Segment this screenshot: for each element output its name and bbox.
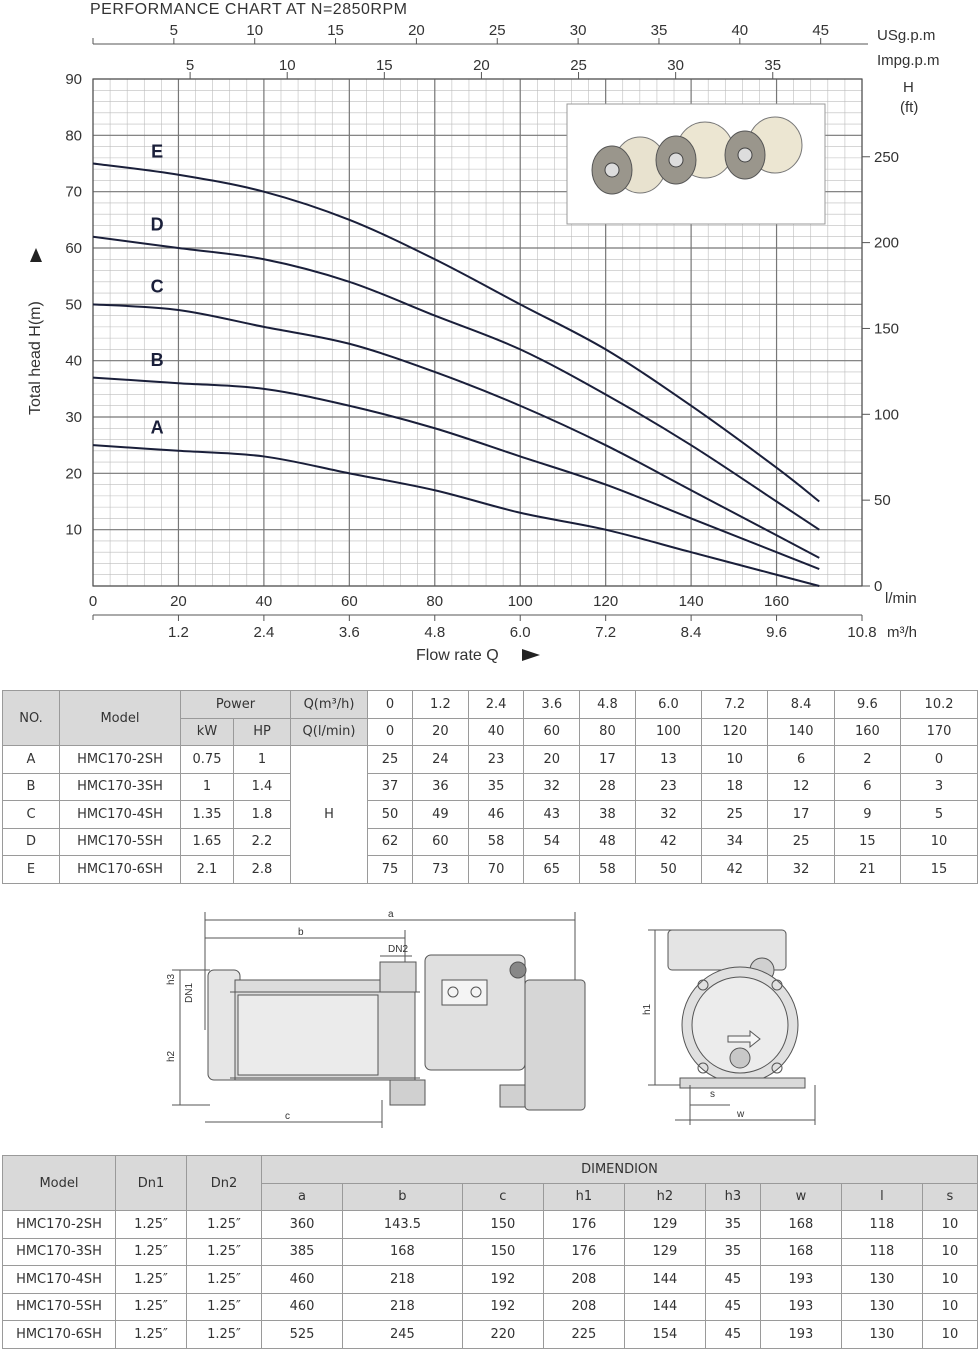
dim-label-dn1: DN1: [184, 982, 195, 1003]
x-tick-label-m3h: 3.6: [338, 624, 360, 641]
th-dim-col: l: [841, 1183, 922, 1211]
x-tick-label-impgpm: 15: [375, 57, 393, 74]
dim-value-cell: 168: [343, 1238, 463, 1266]
x-unit-lmin: l/min: [885, 590, 917, 607]
th-dn1: Dn1: [116, 1156, 187, 1211]
dimension-table: [2, 1155, 978, 1349]
head-value-cell: 32: [768, 856, 834, 884]
dim-value-cell: 218: [343, 1293, 463, 1321]
dim-value-cell: 176: [543, 1211, 624, 1239]
x-tick-label-lmin: 140: [678, 593, 704, 610]
y2-unit-ft: (ft): [900, 99, 919, 116]
th-dim-col: c: [462, 1183, 543, 1211]
dim-value-cell: 225: [543, 1321, 624, 1349]
x-unit-usgpm: USg.p.m: [877, 27, 936, 44]
h-label: H: [291, 746, 368, 884]
dim-value-cell: 143.5: [343, 1211, 463, 1239]
dim-row-dn2: 1.25″: [187, 1238, 262, 1266]
table-row: [3, 1211, 978, 1239]
q-m3h-cell: 8.4: [768, 691, 834, 719]
dim-label-h2: h2: [166, 1050, 177, 1062]
curves: [93, 164, 819, 587]
dimension-drawing: [150, 900, 830, 1140]
dim-label-c: c: [285, 1111, 290, 1122]
dim-value-cell: 218: [343, 1266, 463, 1294]
th-model: Model: [60, 691, 181, 746]
dim-row-model: HMC170-6SH: [3, 1321, 116, 1349]
head-value-cell: 5: [901, 801, 978, 829]
dim-row-dn1: 1.25″: [116, 1321, 187, 1349]
dim-row-model: HMC170-3SH: [3, 1238, 116, 1266]
y-axis-label: Total head H(m): [27, 301, 44, 415]
dim-value-cell: 10: [922, 1321, 977, 1349]
x-tick-label-m3h: 7.2: [595, 624, 617, 641]
dim-value-cell: 129: [624, 1211, 705, 1239]
y2-tick-label: 200: [874, 234, 900, 252]
y2-unit-h: H: [903, 79, 914, 96]
q-m3h-cell: 0: [368, 691, 413, 719]
table-row: [3, 1238, 978, 1266]
row-hp: 1.4: [234, 773, 291, 801]
x-unit-impgpm: Impg.p.m: [877, 52, 940, 69]
dim-value-cell: 144: [624, 1293, 705, 1321]
x-tick-label-m3h: 4.8: [424, 624, 446, 641]
curve-a: [93, 445, 819, 586]
x-axis-label: Flow rate Q: [416, 647, 499, 664]
head-value-cell: 13: [635, 746, 701, 774]
table-row: [3, 856, 978, 884]
x-tick-label-lmin: 80: [426, 593, 444, 610]
x-tick-label-m3h: 1.2: [168, 624, 189, 641]
curve-label-a: A: [150, 417, 164, 438]
q-m3h-cell: 7.2: [702, 691, 768, 719]
th-dim-col: s: [922, 1183, 977, 1211]
dim-label-h1: h1: [642, 1003, 653, 1015]
dim-row-model: HMC170-2SH: [3, 1211, 116, 1239]
side-view: [172, 912, 585, 1128]
y-tick-label: 30: [65, 409, 82, 426]
q-lmin-cell: 140: [768, 718, 834, 746]
dim-label-dn2: DN2: [388, 944, 409, 955]
dim-value-cell: 118: [841, 1211, 922, 1239]
dim-value-cell: 208: [543, 1293, 624, 1321]
row-no: E: [3, 856, 60, 884]
row-kw: 0.75: [181, 746, 234, 774]
head-value-cell: 24: [413, 746, 469, 774]
x-tick-label-usgpm: 25: [488, 22, 506, 39]
dim-value-cell: 144: [624, 1266, 705, 1294]
head-value-cell: 36: [413, 773, 469, 801]
dim-value-cell: 168: [760, 1211, 841, 1239]
head-value-cell: 32: [635, 801, 701, 829]
dim-value-cell: 150: [462, 1211, 543, 1239]
th-q-m3h: Q(m³/h): [291, 691, 368, 719]
th-dim-col: b: [343, 1183, 463, 1211]
curve-label-d: D: [150, 214, 164, 235]
head-value-cell: 17: [580, 746, 636, 774]
th-no: NO.: [3, 691, 60, 746]
dim-row-dn2: 1.25″: [187, 1211, 262, 1239]
y2-tick-label: 100: [874, 406, 900, 424]
y-tick-label: 20: [65, 465, 82, 483]
y2-tick-label: 0: [874, 578, 883, 595]
dim-row-dn1: 1.25″: [116, 1266, 187, 1294]
dim-row-dn2: 1.25″: [187, 1321, 262, 1349]
dim-value-cell: 45: [705, 1266, 760, 1294]
dim-row-model: HMC170-4SH: [3, 1266, 116, 1294]
y-tick-label: 70: [65, 183, 82, 201]
table-row: [3, 801, 978, 829]
y2-tick-label: 250: [874, 148, 900, 166]
row-model: HMC170-3SH: [60, 773, 181, 801]
x-tick-label-lmin: 160: [764, 593, 790, 610]
y-tick-label: 40: [65, 352, 82, 370]
head-value-cell: 35: [468, 773, 524, 801]
q-lmin-cell: 120: [702, 718, 768, 746]
performance-table: [2, 690, 978, 884]
dim-label-h3: h3: [166, 973, 177, 985]
head-value-cell: 42: [635, 828, 701, 856]
head-value-cell: 50: [635, 856, 701, 884]
th-q-lmin: Q(l/min): [291, 718, 368, 746]
q-lmin-cell: 20: [413, 718, 469, 746]
q-lmin-cell: 100: [635, 718, 701, 746]
row-kw: 1.65: [181, 828, 234, 856]
dim-value-cell: 129: [624, 1238, 705, 1266]
curve-label-b: B: [150, 349, 164, 370]
y-tick-label: 80: [65, 127, 82, 145]
dim-row-dn1: 1.25″: [116, 1211, 187, 1239]
x-tick-label-lmin: 20: [170, 593, 187, 610]
q-m3h-cell: 6.0: [635, 691, 701, 719]
x-tick-label-m3h: 2.4: [253, 624, 275, 641]
dim-value-cell: 45: [705, 1321, 760, 1349]
dim-value-cell: 10: [922, 1238, 977, 1266]
dim-value-cell: 150: [462, 1238, 543, 1266]
head-value-cell: 60: [413, 828, 469, 856]
row-no: D: [3, 828, 60, 856]
head-value-cell: 6: [768, 746, 834, 774]
x-tick-label-usgpm: 30: [569, 22, 587, 39]
table-row: [3, 746, 978, 774]
dim-value-cell: 193: [760, 1266, 841, 1294]
performance-chart-svg: [0, 0, 980, 670]
dim-label-s: s: [710, 1089, 715, 1100]
q-m3h-cell: 3.6: [524, 691, 580, 719]
dim-value-cell: 10: [922, 1266, 977, 1294]
row-hp: 2.8: [234, 856, 291, 884]
x-tick-label-m3h: 6.0: [509, 624, 531, 641]
head-value-cell: 73: [413, 856, 469, 884]
head-value-cell: 46: [468, 801, 524, 829]
table-row: [3, 773, 978, 801]
row-hp: 2.2: [234, 828, 291, 856]
th-dim-col: h2: [624, 1183, 705, 1211]
row-no: A: [3, 746, 60, 774]
th-hp: HP: [234, 718, 291, 746]
x-tick-label-impgpm: 5: [185, 57, 195, 74]
head-value-cell: 58: [468, 828, 524, 856]
front-view: [648, 930, 815, 1125]
row-no: C: [3, 801, 60, 829]
head-value-cell: 37: [368, 773, 413, 801]
head-value-cell: 6: [834, 773, 900, 801]
dim-value-cell: 245: [343, 1321, 463, 1349]
x-tick-label-impgpm: 30: [667, 57, 684, 74]
head-value-cell: 43: [524, 801, 580, 829]
head-value-cell: 42: [702, 856, 768, 884]
row-hp: 1: [234, 746, 291, 774]
x-tick-label-usgpm: 5: [169, 22, 179, 39]
y-tick-label: 50: [65, 296, 82, 314]
th-dim-col: a: [262, 1183, 343, 1211]
head-value-cell: 32: [524, 773, 580, 801]
y2-tick-label: 50: [874, 492, 891, 510]
q-m3h-cell: 2.4: [468, 691, 524, 719]
head-value-cell: 10: [702, 746, 768, 774]
y-tick-label: 90: [65, 71, 82, 88]
y-tick-label: 10: [65, 521, 82, 539]
q-lmin-cell: 80: [580, 718, 636, 746]
x-tick-label-impgpm: 35: [764, 57, 782, 74]
dim-value-cell: 118: [841, 1238, 922, 1266]
x-tick-label-usgpm: 10: [246, 22, 264, 39]
x-tick-label-usgpm: 20: [408, 22, 425, 39]
dim-value-cell: 176: [543, 1238, 624, 1266]
head-value-cell: 0: [901, 746, 978, 774]
x-tick-label-lmin: 60: [340, 593, 358, 610]
q-lmin-cell: 160: [834, 718, 900, 746]
head-value-cell: 25: [768, 828, 834, 856]
dim-row-model: HMC170-5SH: [3, 1293, 116, 1321]
head-value-cell: 70: [468, 856, 524, 884]
dim-value-cell: 154: [624, 1321, 705, 1349]
table-row: [3, 1321, 978, 1349]
q-m3h-cell: 4.8: [580, 691, 636, 719]
q-m3h-cell: 1.2: [413, 691, 469, 719]
dim-value-cell: 193: [760, 1293, 841, 1321]
dim-value-cell: 35: [705, 1238, 760, 1266]
head-value-cell: 62: [368, 828, 413, 856]
head-value-cell: 10: [901, 828, 978, 856]
x-tick-label-lmin: 100: [507, 593, 533, 610]
x-tick-label-m3h: 8.4: [680, 624, 702, 641]
head-value-cell: 21: [834, 856, 900, 884]
q-m3h-cell: 9.6: [834, 691, 900, 719]
dim-value-cell: 220: [462, 1321, 543, 1349]
curve-c: [93, 304, 819, 557]
head-value-cell: 20: [524, 746, 580, 774]
dim-value-cell: 130: [841, 1321, 922, 1349]
dim-value-cell: 10: [922, 1293, 977, 1321]
performance-chart: [0, 0, 980, 670]
dim-row-dn1: 1.25″: [116, 1293, 187, 1321]
th-dim-col: h1: [543, 1183, 624, 1211]
table-row: [3, 828, 978, 856]
head-value-cell: 49: [413, 801, 469, 829]
row-model: HMC170-6SH: [60, 856, 181, 884]
th-power: Power: [181, 691, 291, 719]
head-value-cell: 9: [834, 801, 900, 829]
curve-label-e: E: [151, 141, 164, 162]
dim-row-dn2: 1.25″: [187, 1293, 262, 1321]
head-value-cell: 50: [368, 801, 413, 829]
th-kw: kW: [181, 718, 234, 746]
x-tick-label-usgpm: 45: [812, 22, 830, 39]
x-tick-label-impgpm: 25: [570, 57, 587, 74]
head-value-cell: 25: [368, 746, 413, 774]
dim-value-cell: 208: [543, 1266, 624, 1294]
q-lmin-cell: 40: [468, 718, 524, 746]
table-row: [3, 1266, 978, 1294]
head-value-cell: 48: [580, 828, 636, 856]
x-tick-label-usgpm: 15: [327, 22, 344, 39]
row-model: HMC170-5SH: [60, 828, 181, 856]
dim-value-cell: 130: [841, 1266, 922, 1294]
row-hp: 1.8: [234, 801, 291, 829]
head-value-cell: 28: [580, 773, 636, 801]
head-value-cell: 38: [580, 801, 636, 829]
head-value-cell: 15: [901, 856, 978, 884]
dim-value-cell: 130: [841, 1293, 922, 1321]
head-value-cell: 23: [635, 773, 701, 801]
row-no: B: [3, 773, 60, 801]
dim-row-dn2: 1.25″: [187, 1266, 262, 1294]
y-tick-label: 60: [65, 240, 82, 257]
th-dim-col: w: [760, 1183, 841, 1211]
dim-row-dn1: 1.25″: [116, 1238, 187, 1266]
x-unit-m3h: m³/h: [887, 624, 917, 641]
head-value-cell: 65: [524, 856, 580, 884]
chart-title: PERFORMANCE CHART AT N=2850RPM: [90, 1, 408, 18]
table-row: [3, 1293, 978, 1321]
dim-value-cell: 193: [760, 1321, 841, 1349]
dim-value-cell: 460: [262, 1266, 343, 1294]
dim-value-cell: 525: [262, 1321, 343, 1349]
row-model: HMC170-2SH: [60, 746, 181, 774]
y2-tick-label: 150: [874, 320, 900, 338]
th-dim-model: Model: [3, 1156, 116, 1211]
dim-value-cell: 10: [922, 1211, 977, 1239]
y-axis-arrow-icon: [30, 248, 42, 262]
x-tick-label-usgpm: 40: [731, 22, 749, 39]
head-value-cell: 17: [768, 801, 834, 829]
curve-label-c: C: [150, 276, 164, 297]
head-value-cell: 58: [580, 856, 636, 884]
head-value-cell: 25: [702, 801, 768, 829]
head-value-cell: 15: [834, 828, 900, 856]
row-kw: 1: [181, 773, 234, 801]
q-m3h-cell: 10.2: [901, 691, 978, 719]
head-value-cell: 2: [834, 746, 900, 774]
head-value-cell: 3: [901, 773, 978, 801]
x-axis-arrow-icon: [522, 649, 540, 661]
x-tick-label-lmin: 0: [88, 593, 98, 610]
dim-label-b: b: [298, 927, 304, 938]
q-lmin-cell: 170: [901, 718, 978, 746]
x-tick-label-m3h: 9.6: [766, 624, 787, 641]
dim-value-cell: 460: [262, 1293, 343, 1321]
impeller-photo: [567, 104, 825, 224]
q-lmin-cell: 60: [524, 718, 580, 746]
dim-value-cell: 35: [705, 1211, 760, 1239]
x-tick-label-impgpm: 20: [473, 57, 490, 74]
x-tick-label-lmin: 120: [593, 593, 619, 610]
row-kw: 2.1: [181, 856, 234, 884]
head-value-cell: 75: [368, 856, 413, 884]
x-tick-label-impgpm: 10: [278, 57, 296, 74]
dim-value-cell: 45: [705, 1293, 760, 1321]
th-dim-col: h3: [705, 1183, 760, 1211]
x-tick-label-m3h: 10.8: [847, 624, 877, 641]
head-value-cell: 34: [702, 828, 768, 856]
x-tick-label-lmin: 40: [255, 593, 273, 610]
th-dn2: Dn2: [187, 1156, 262, 1211]
head-value-cell: 18: [702, 773, 768, 801]
dim-value-cell: 192: [462, 1266, 543, 1294]
dim-value-cell: 192: [462, 1293, 543, 1321]
dim-label-a: a: [388, 909, 394, 920]
th-dimension: DIMENDION: [262, 1156, 978, 1184]
x-tick-label-usgpm: 35: [650, 22, 668, 39]
q-lmin-cell: 0: [368, 718, 413, 746]
head-value-cell: 54: [524, 828, 580, 856]
row-model: HMC170-4SH: [60, 801, 181, 829]
head-value-cell: 23: [468, 746, 524, 774]
dim-label-w: w: [737, 1109, 745, 1120]
dim-value-cell: 360: [262, 1211, 343, 1239]
dim-value-cell: 385: [262, 1238, 343, 1266]
head-value-cell: 12: [768, 773, 834, 801]
row-kw: 1.35: [181, 801, 234, 829]
dim-value-cell: 168: [760, 1238, 841, 1266]
